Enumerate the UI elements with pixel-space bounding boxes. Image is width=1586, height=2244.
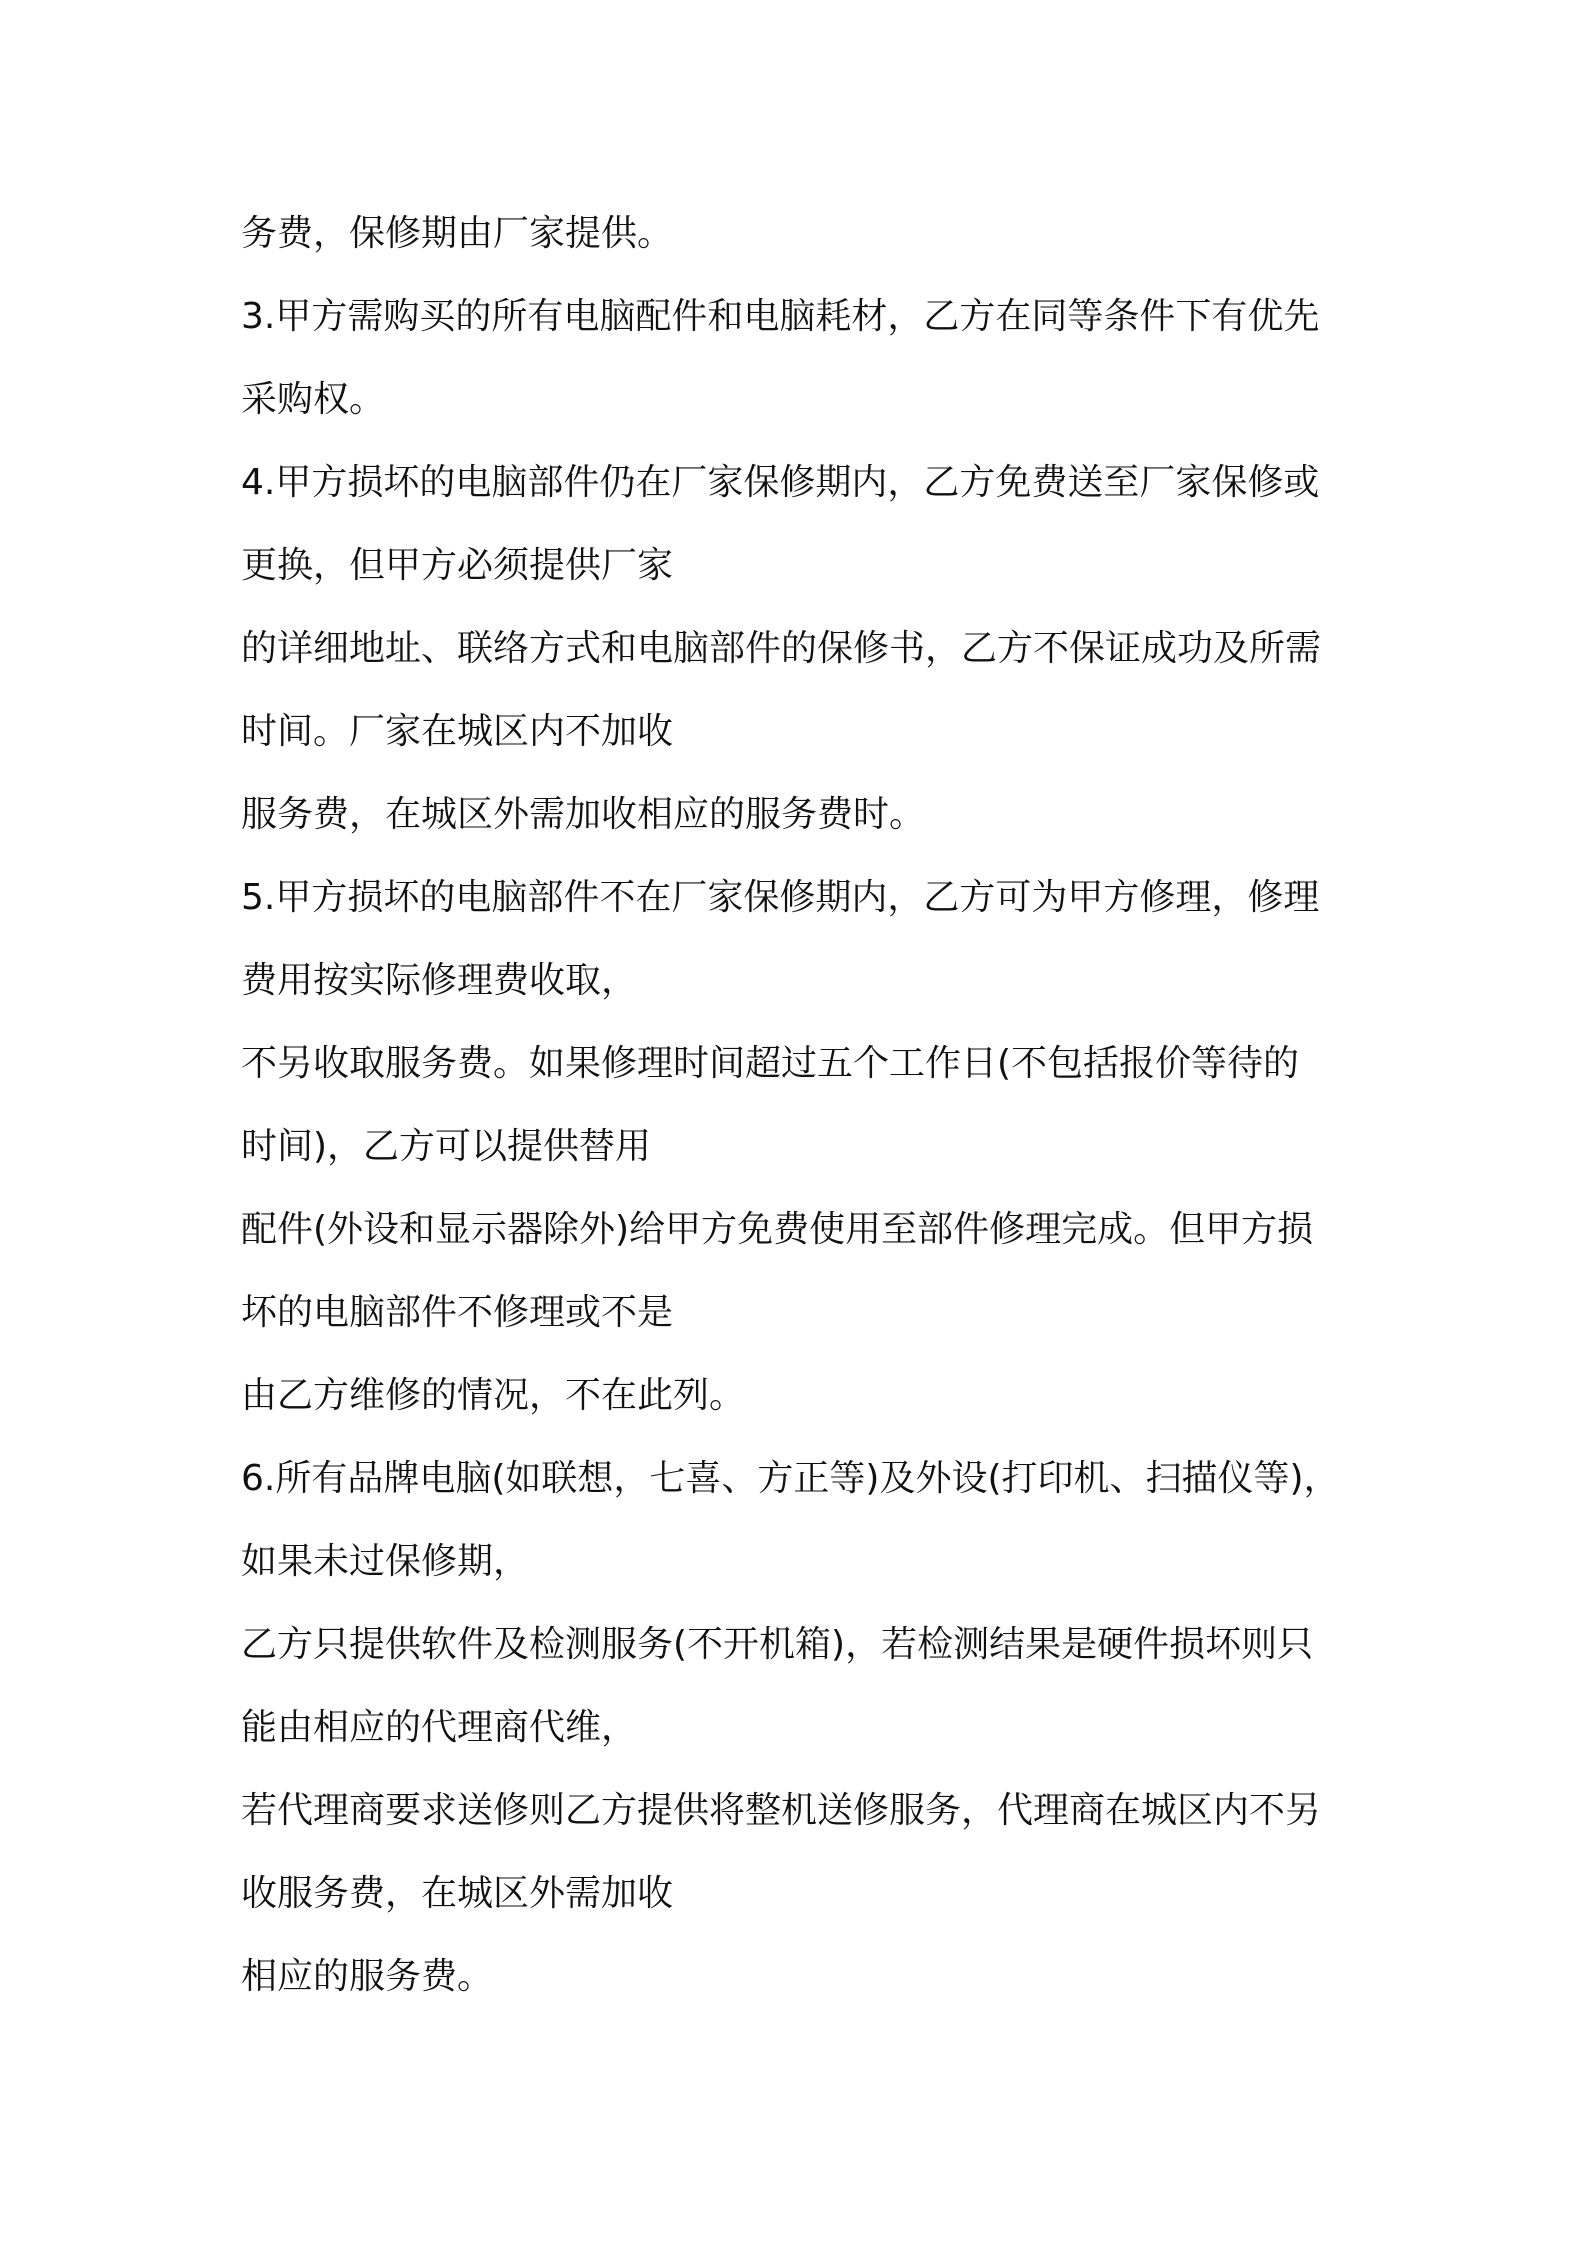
text-line: 费用按实际修理费收取， <box>241 960 638 1001</box>
text-line: 5.甲方损坏的电脑部件不在厂家保修期内，乙方可为甲方修理，修理 <box>241 877 1320 918</box>
text-line: 更换，但甲方必须提供厂家 <box>241 545 674 586</box>
text-line: 配件(外设和显示器除外)给甲方免费使用至部件修理完成。但甲方损 <box>241 1209 1314 1250</box>
text-line: 若代理商要求送修则乙方提供将整机送修服务，代理商在城区内不另 <box>241 1790 1322 1831</box>
text-line: 时间。厂家在城区内不加收 <box>241 711 674 752</box>
text-line: 乙方只提供软件及检测服务(不开机箱)，若检测结果是硬件损坏则只 <box>241 1624 1314 1665</box>
text-line: 的详细地址、联络方式和电脑部件的保修书，乙方不保证成功及所需 <box>241 628 1322 669</box>
text-line: 服务费，在城区外需加收相应的服务费时。 <box>241 794 926 835</box>
text-line: 坏的电脑部件不修理或不是 <box>241 1292 674 1333</box>
text-line: 收服务费，在城区外需加收 <box>241 1873 674 1914</box>
text-line: 6.所有品牌电脑(如联想，七喜、方正等)及外设(打印机、扫描仪等)， <box>241 1458 1340 1499</box>
text-line: 如果未过保修期， <box>241 1541 530 1582</box>
text-line: 由乙方维修的情况，不在此列。 <box>241 1375 746 1416</box>
text-line: 不另收取服务费。如果修理时间超过五个工作日(不包括报价等待的 <box>241 1043 1300 1084</box>
text-line: 4.甲方损坏的电脑部件仍在厂家保修期内，乙方免费送至厂家保修或 <box>241 462 1320 503</box>
text-line: 时间)，乙方可以提供替用 <box>241 1126 652 1167</box>
text-line: 能由相应的代理商代维， <box>241 1707 638 1748</box>
text-line: 采购权。 <box>241 379 386 420</box>
document-body <box>241 192 1351 2018</box>
text-line: 务费，保修期由厂家提供。 <box>241 213 674 254</box>
text-line: 3.甲方需购买的所有电脑配件和电脑耗材，乙方在同等条件下有优先 <box>241 296 1320 337</box>
text-line: 相应的服务费。 <box>241 1956 494 1997</box>
